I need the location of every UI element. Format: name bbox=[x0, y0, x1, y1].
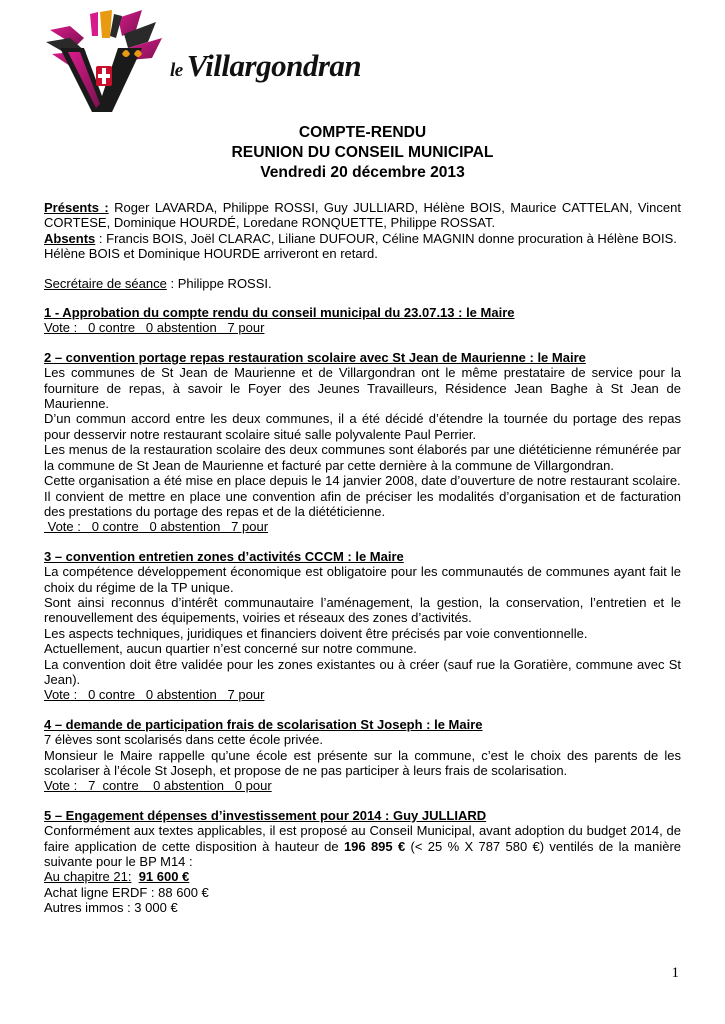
paragraph: Les aspects techniques, juridiques et financiers doivent être précisés par voie conventionnelle. bbox=[44, 625, 588, 641]
absents-text: : Francis BOIS, Joël CLARAC, Liliane DUFOUR, Céline MAGNIN donne procuration à Hélène BOIS. bbox=[95, 230, 677, 246]
chapter-amount: 91 600 € bbox=[138, 869, 190, 885]
section-heading: 5 – Engagement dépenses d’investissement pour 2014 : Guy JULLIARD bbox=[44, 807, 487, 823]
investment-amount: 196 895 € bbox=[343, 838, 406, 854]
brand-name: Villargondran bbox=[186, 48, 362, 83]
secretary-label: Secrétaire de séance bbox=[44, 275, 167, 291]
section-heading: 3 – convention entretien zones d’activités CCCM : le Maire bbox=[44, 548, 404, 564]
secretary-text: : Philippe ROSSI. bbox=[166, 275, 272, 291]
page-number: 1 bbox=[671, 965, 679, 981]
presents-text: Roger LAVARDA, Philippe ROSSI, Guy JULLIARD, Hélène BOIS, Maurice CATTELAN, Vincent CORTESE, Dominique HOURDÉ, Loredane RONQUETTE, Philippe ROSSAT. bbox=[44, 200, 681, 231]
title-line-3: Vendredi 20 décembre 2013 bbox=[260, 164, 465, 181]
paragraph: Les communes de St Jean de Maurienne et de Villargondran ont le même prestataire de service pour la fourniture de repas, à savoir le Foyer des Jeunes Travailleurs, Résidence Jean Baghe à St Jean de Maurienne. bbox=[44, 365, 681, 412]
title-line-1: COMPTE-RENDU bbox=[298, 124, 427, 141]
paragraph: Il convient de mettre en place une convention afin de préciser les modalités d’organisation et de facturation des prestations du portage des repas et de la diététicienne. bbox=[44, 488, 681, 519]
presents-paragraph bbox=[44, 200, 681, 231]
title-line-2: REUNION DU CONSEIL MUNICIPAL bbox=[231, 144, 494, 161]
section-4 bbox=[44, 717, 681, 794]
paragraph: Sont ainsi reconnus d’intérêt communautaire l’aménagement, la gestion, la conservation, l’entretien et le renouvellement des équipements, voiries et réseaux des zones d’activités. bbox=[44, 594, 681, 626]
absents-label: Absents bbox=[44, 230, 96, 246]
section-1 bbox=[44, 305, 681, 336]
vote-line: Vote : 7 contre 0 abstention 0 pour bbox=[44, 778, 272, 794]
section-heading: 2 – convention portage repas restauration scolaire avec St Jean de Maurienne : le Maire bbox=[44, 349, 586, 365]
vote-line: Vote : 0 contre 0 abstention 7 pour bbox=[44, 687, 265, 703]
secretary-line bbox=[44, 276, 681, 291]
brand-title bbox=[170, 48, 361, 84]
brand-prefix: le bbox=[170, 60, 183, 81]
paragraph: 7 élèves sont scolarisés dans cette école privée. bbox=[44, 732, 323, 748]
investment-paragraph bbox=[44, 823, 681, 869]
paragraph: Cette organisation a été mise en place depuis le 14 janvier 2008, date d’ouverture de notre restaurant scolaire. bbox=[44, 473, 681, 489]
expense-line: Autres immos : 3 000 € bbox=[44, 900, 178, 916]
vote-line: Vote : 0 contre 0 abstention 7 pour bbox=[44, 519, 269, 535]
section-2 bbox=[44, 350, 681, 535]
presents-label: Présents : bbox=[44, 200, 109, 215]
expense-line: Achat ligne ERDF : 88 600 € bbox=[44, 884, 209, 900]
vote-line: Vote : 0 contre 0 abstention 7 pour bbox=[44, 320, 265, 336]
investment-breakdown: (< 25 % X 787 580 €) ventilés de la manière suivante pour le BP M14 : bbox=[44, 838, 682, 870]
paragraph: Actuellement, aucun quartier n’est concerné sur notre commune. bbox=[44, 641, 417, 657]
chapter-label: Au chapitre 21: bbox=[44, 869, 132, 885]
chapter-line bbox=[44, 869, 681, 884]
absents-paragraph bbox=[44, 231, 681, 246]
paragraph: La compétence développement économique est obligatoire pour les communautés de communes ayant fait le choix du régime de la TP unique. bbox=[44, 564, 681, 595]
paragraph: D’un commun accord entre les deux communes, il a été décidé d’étendre la tournée du portage des repas pour desservir notre restaurant scolaire situé salle polyvalente Paul Perrier. bbox=[44, 411, 681, 442]
paragraph: La convention doit être validée pour les zones existantes ou à créer (sauf rue la Goratière, commune avec St Jean). bbox=[44, 656, 681, 687]
document-body bbox=[44, 200, 681, 916]
late-note: Hélène BOIS et Dominique HOURDE arriveront en retard. bbox=[44, 246, 378, 262]
municipal-logo bbox=[40, 8, 166, 114]
section-heading: 1 - Approbation du compte rendu du conseil municipal du 23.07.13 : le Maire bbox=[44, 305, 515, 321]
investment-intro: Conformément aux textes applicables, il est proposé au Conseil Municipal, avant adoption du budget 2014, de faire application de cette disposition à hauteur de bbox=[44, 823, 681, 854]
document-title bbox=[0, 123, 725, 183]
section-5 bbox=[44, 808, 681, 916]
section-heading: 4 – demande de participation frais de scolarisation St Joseph : le Maire bbox=[44, 716, 483, 732]
paragraph: Les menus de la restauration scolaire des deux communes sont élaborés par une diététicienne rémunérée par la commune de St Jean de Maurienne et facturé par cette dernière à la commune de Villargondran. bbox=[44, 442, 681, 473]
section-3 bbox=[44, 549, 681, 703]
paragraph: Monsieur le Maire rappelle qu’une école est présente sur la commune, c’est le choix des parents de les scolariser à l’école St Joseph, et propose de ne pas participer à leurs frais de scolarisation. bbox=[44, 747, 681, 778]
